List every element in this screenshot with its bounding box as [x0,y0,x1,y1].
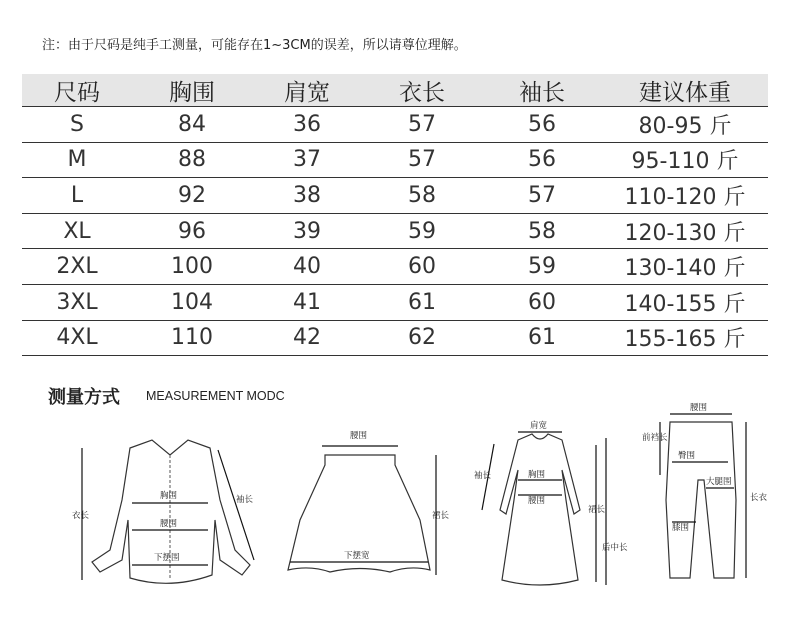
cell-length: 60 [408,254,436,280]
header-sleeve: 袖长 [519,79,565,106]
cell-shoulder: 41 [293,289,321,315]
cell-sleeve: 60 [528,289,556,315]
skirt-diagram [280,400,450,600]
cell-length: 59 [408,218,436,244]
pants-outline [666,422,736,578]
cell-sleeve: 56 [528,147,556,173]
dress-sleeve-label: 袖长 [474,471,492,481]
dress-waist-label: 腰围 [528,496,546,506]
shirt-length-label: 衣长 [72,511,90,521]
cell-weight: 110-120 斤 [624,184,746,210]
table-header [22,74,768,107]
shirt-chest-label: 胸围 [160,491,178,501]
table-row [22,178,768,214]
cell-size: 4XL [56,325,98,351]
measurement-subtitle: MEASUREMENT MODC [146,389,285,403]
cell-shoulder: 40 [293,254,321,280]
header-shoulder: 肩宽 [284,79,330,106]
dress-outline [500,434,580,585]
pants-hip-label: 臀围 [678,451,696,461]
cell-weight: 120-130 斤 [624,220,746,246]
shirt-sleeve-label: 袖长 [236,495,254,505]
cell-length: 57 [408,147,436,173]
cell-chest: 92 [178,182,206,208]
dress-length-label: 裙长 [588,505,606,515]
shirt-diagram [70,400,270,600]
shirt-hem-label: 下摆围 [154,553,180,563]
cell-length: 61 [408,289,436,315]
measurement-title: 测量方式 [48,387,120,408]
skirt-waist-label: 腰围 [350,431,368,441]
pants-waist-label: 腰围 [690,403,708,413]
cell-sleeve: 59 [528,254,556,280]
pants-knee-label: 膝围 [672,523,690,533]
skirt-hem-label: 下摆宽 [344,551,370,561]
dress-diagram [470,400,630,600]
cell-chest: 84 [178,111,206,137]
cell-size: 2XL [56,254,98,280]
pants-diagram [640,400,780,600]
cell-shoulder: 42 [293,325,321,351]
cell-weight: 80-95 斤 [638,113,732,139]
cell-weight: 95-110 斤 [631,149,739,175]
dress-back-label: 后中长 [602,543,628,553]
pants-rise-label: 前裆长 [642,433,668,443]
shirt-waist-label: 腰围 [160,519,178,529]
cell-chest: 100 [171,254,213,280]
cell-size: L [70,182,84,208]
table-row [22,214,768,250]
cell-length: 58 [408,182,436,208]
pants-thigh-label: 大腿围 [706,477,732,487]
cell-weight: 140-155 斤 [624,291,746,317]
size-table [22,74,768,356]
cell-chest: 104 [171,289,213,315]
cell-shoulder: 37 [293,147,321,173]
cell-weight: 155-165 斤 [624,327,746,353]
cell-shoulder: 39 [293,218,321,244]
cell-chest: 110 [171,325,213,351]
table-row [22,249,768,285]
dress-chest-label: 胸围 [528,470,546,480]
table-row [22,321,768,357]
cell-shoulder: 38 [293,182,321,208]
cell-chest: 96 [178,218,206,244]
cell-size: M [67,147,87,173]
table-row [22,285,768,321]
cell-size: S [70,111,84,137]
skirt-length-label: 裙长 [432,511,450,521]
header-size: 尺码 [54,79,100,106]
shirt-sleeve-arrow [218,450,254,560]
cell-sleeve: 57 [528,182,556,208]
table-row [22,143,768,179]
cell-sleeve: 58 [528,218,556,244]
cell-length: 62 [408,325,436,351]
cell-sleeve: 56 [528,111,556,137]
cell-sleeve: 61 [528,325,556,351]
dress-shoulder-label: 肩宽 [530,421,548,431]
header-chest: 胸围 [169,79,215,106]
pants-length-label: 长衣 [750,493,768,503]
cell-chest: 88 [178,147,206,173]
size-note: 注：由于尺码是纯手工测量，可能存在1~3CM的误差，所以请尊位理解。 [42,38,467,53]
header-length: 衣长 [399,79,445,106]
cell-weight: 130-140 斤 [624,256,746,282]
header-weight: 建议体重 [639,79,731,106]
cell-shoulder: 36 [293,111,321,137]
table-row [22,107,768,143]
cell-size: 3XL [56,289,98,315]
cell-length: 57 [408,111,436,137]
cell-size: XL [63,218,91,244]
